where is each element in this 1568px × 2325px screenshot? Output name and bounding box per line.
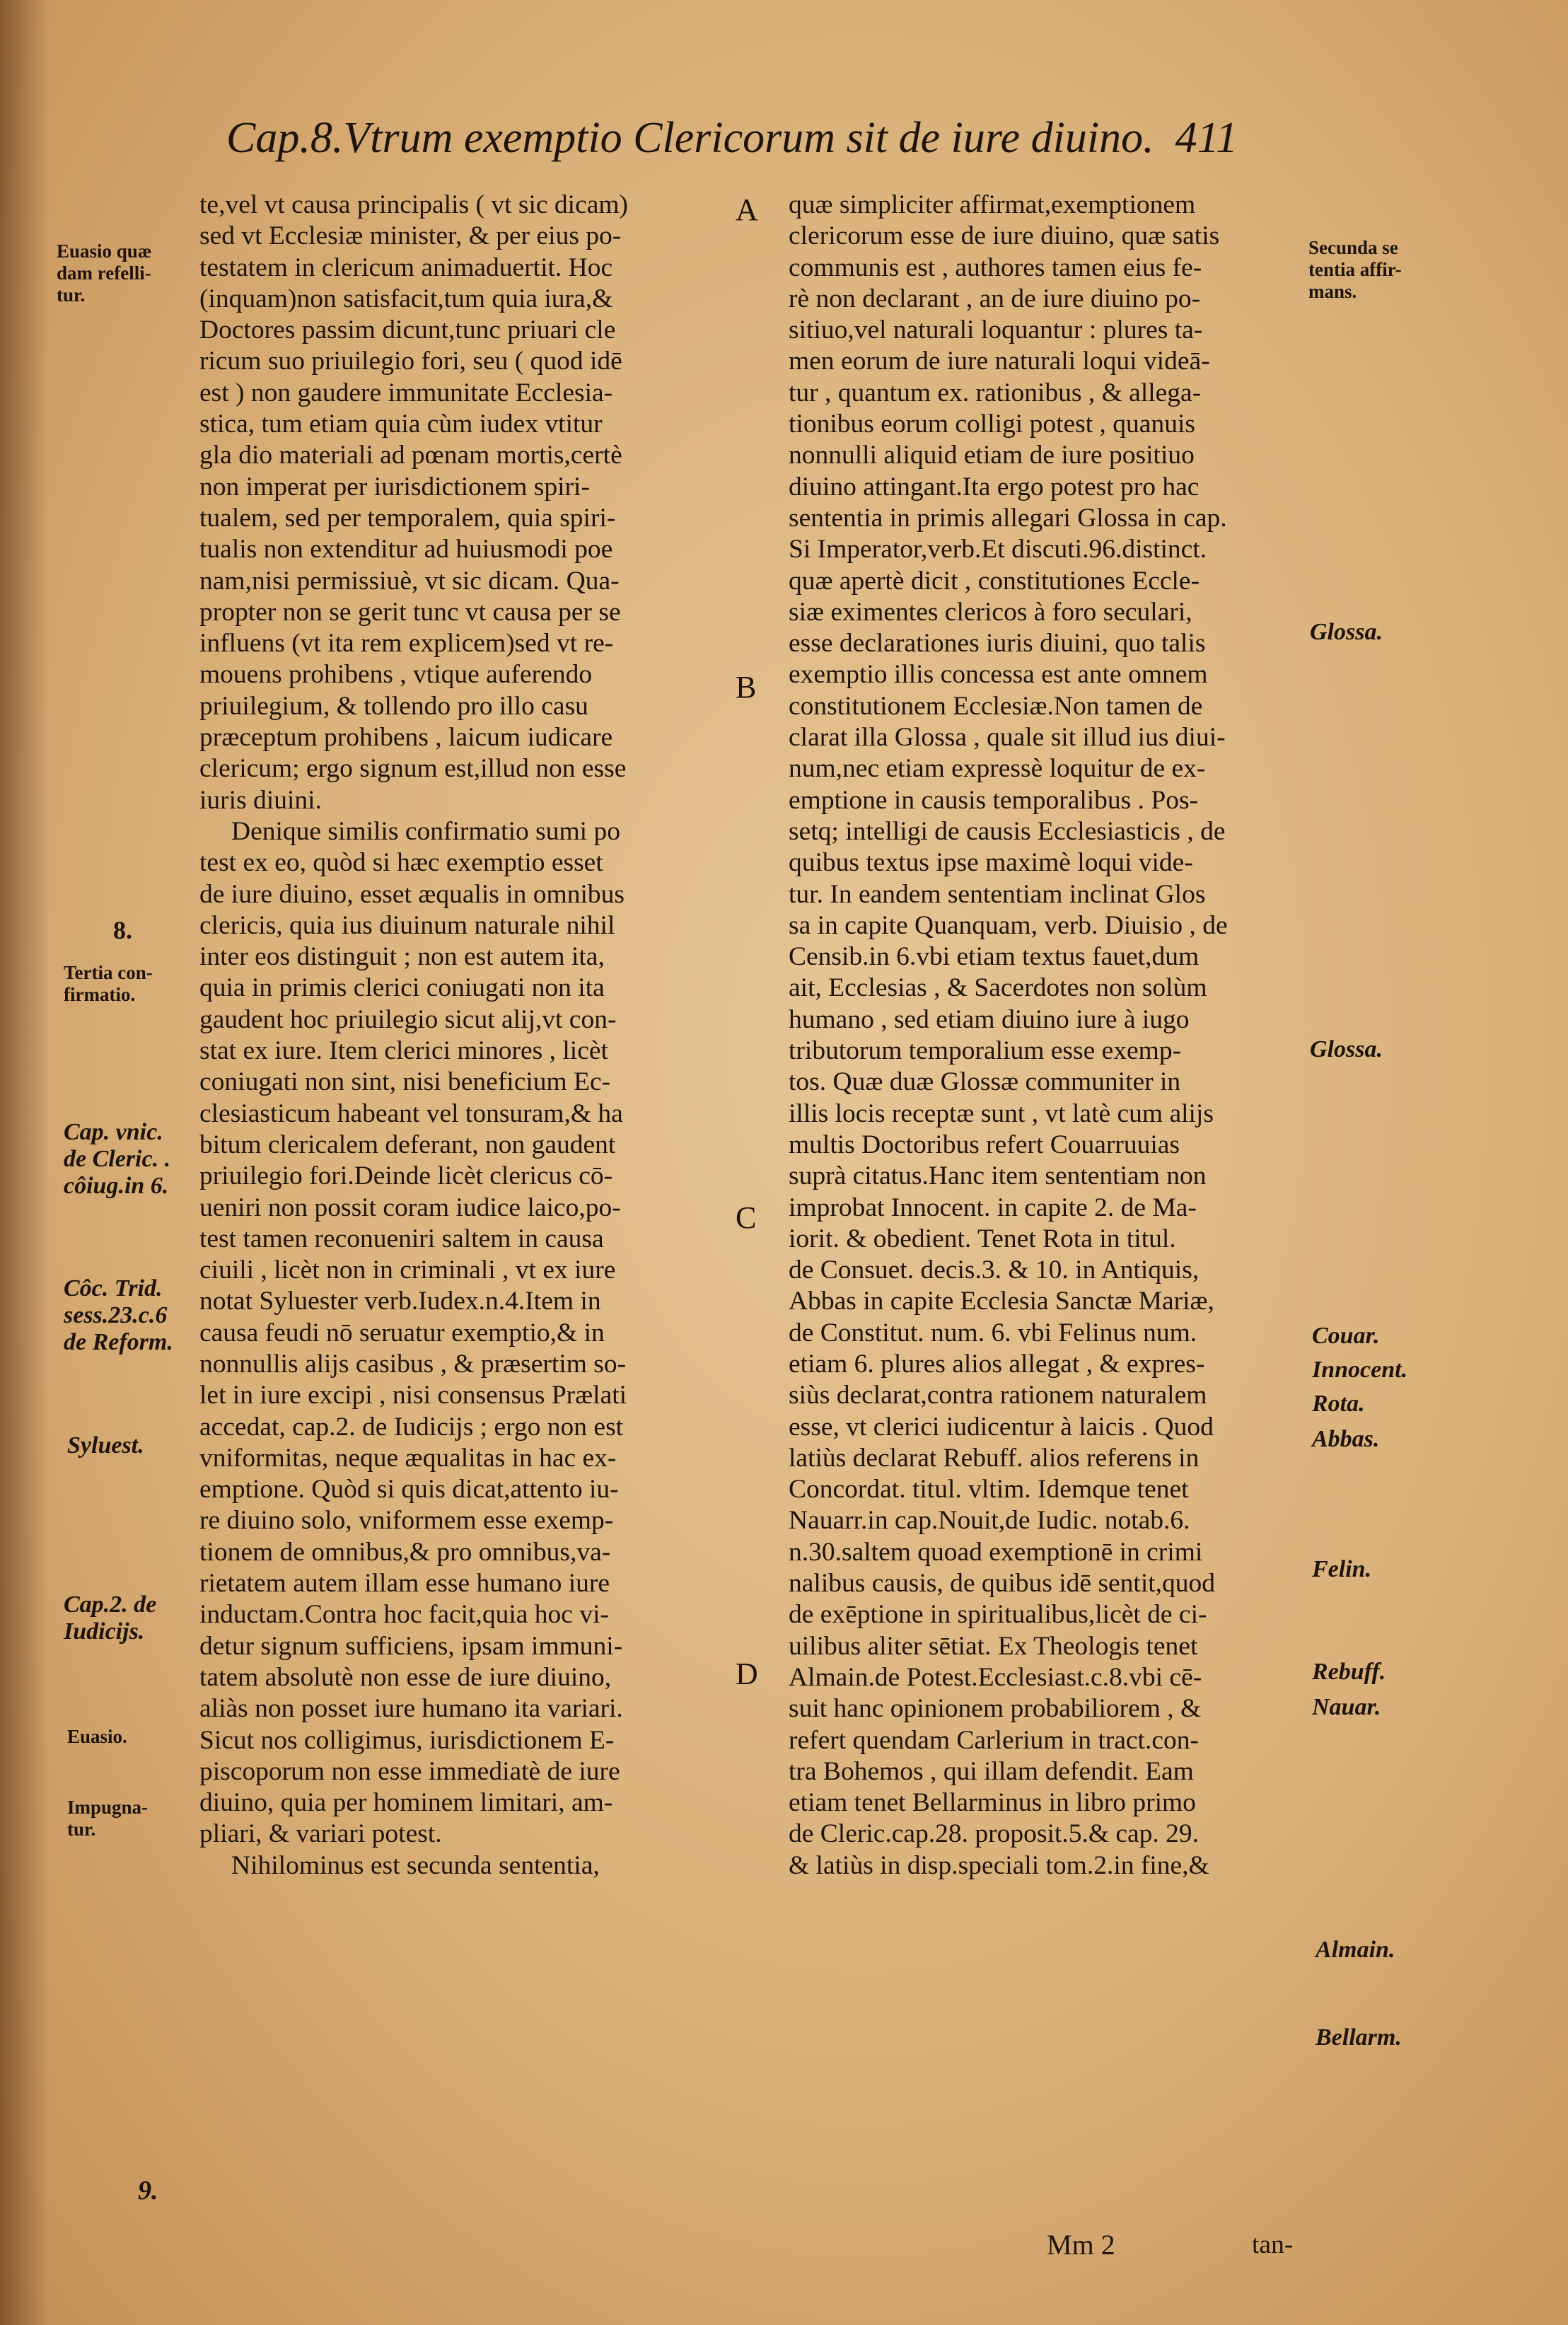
running-header — [226, 106, 1330, 170]
margin-note-abbas: Abbas. — [1312, 1426, 1380, 1452]
right-column-line: sa in capite Quanquam, verb. Diuisio , de — [789, 910, 1228, 940]
left-column-line: gaudent hoc priuilegio sicut alij,vt con- — [199, 1004, 617, 1034]
right-column-line: uilibus aliter sētiat. Ex Theologis tenet — [789, 1631, 1198, 1661]
left-column-line: vniformitas, neque æqualitas in hac ex- — [199, 1443, 617, 1473]
folio-number: 411 — [1175, 114, 1238, 162]
right-column-line: sitiuo,vel naturali loquantur : plures ta- — [789, 315, 1203, 345]
margin-note-glossa-1: Glossa. — [1310, 619, 1383, 645]
right-column-line: n.30.saltem quoad exemptionē in crimi — [789, 1537, 1203, 1567]
right-column-line: Nauarr.in cap.Nouit,de Iudic. notab.6. — [789, 1506, 1190, 1536]
left-column-line: nam,nisi permissiuè, vt sic dicam. Qua- — [199, 566, 620, 596]
right-column-line: humano , sed etiam diuino iure à iugo — [789, 1004, 1190, 1034]
left-column-line: test ex eo, quòd si hæc exemptio esset — [199, 848, 603, 878]
margin-note-couar: Couar. — [1312, 1323, 1380, 1349]
right-column-line: siæ eximentes clericos à foro seculari, — [789, 597, 1192, 627]
right-column-line: esse, vt clerici iudicentur à laicis . Quod — [789, 1412, 1214, 1442]
left-column-line: tionem de omnibus,& pro omnibus,va- — [199, 1537, 611, 1567]
margin-note-tertia-confirmatio: Tertia con- firmatio. — [64, 962, 153, 1005]
margin-note-glossa-2: Glossa. — [1310, 1036, 1383, 1062]
left-column-line: Denique similis confirmatio sumi po — [231, 816, 620, 846]
signature-mark: Mm 2 — [1047, 2229, 1115, 2261]
right-column-line: quibus textus ipse maximè loqui vide- — [789, 848, 1193, 878]
right-column-line: setq; intelligi de causis Ecclesiasticis , de — [789, 816, 1226, 846]
left-column-line: ueniri non possit coram iudice laico,po- — [199, 1193, 621, 1222]
right-column-line: siùs declarat,contra rationem naturalem — [789, 1381, 1207, 1410]
left-column-line: est ) non gaudere immunitate Ecclesia- — [199, 378, 613, 407]
left-column-line: let in iure excipi , nisi consensus Prælati — [199, 1381, 627, 1410]
margin-note-felin: Felin. — [1312, 1556, 1372, 1582]
left-column-line: pliari, & variari potest. — [199, 1819, 442, 1849]
section-letter-c: C — [736, 1200, 757, 1235]
right-column-line: latiùs declarat Rebuff. alios referens in — [789, 1443, 1200, 1473]
page-edge-shadow — [0, 0, 50, 2325]
left-column-line: accedat, cap.2. de Iudicijs ; ergo non est — [199, 1412, 624, 1442]
right-column-line: de Constitut. num. 6. vbi Felinus num. — [789, 1318, 1197, 1347]
right-column-line: clarat illa Glossa , quale sit illud ius diui- — [789, 723, 1226, 753]
left-column-line: ricum suo priuilegio fori, seu ( quod idē — [199, 347, 622, 376]
left-column-line: iuris diuini. — [199, 785, 322, 815]
left-column-line: stat ex iure. Item clerici minores , licèt — [199, 1036, 608, 1066]
left-column-line: nonnullis alijs casibus , & præsertim so- — [199, 1349, 627, 1379]
right-column-line: num,nec etiam expressè loquitur de ex- — [789, 754, 1206, 784]
margin-note-cap2-iudicijs: Cap.2. de Iudicijs. — [64, 1591, 157, 1645]
right-column-line: communis est , authores tamen eius fe- — [789, 253, 1202, 282]
right-column-line: nalibus causis, de quibus idē sentit,quod — [789, 1569, 1216, 1599]
right-column-line: tra Bohemos , qui illam defendit. Eam — [789, 1756, 1194, 1786]
margin-note-cap-vnic: Cap. vnic. de Cleric. . côiug.in 6. — [64, 1119, 171, 1199]
left-column-line: propter non se gerit tunc vt causa per se — [199, 597, 621, 627]
right-column-line: etiam tenet Bellarminus in libro primo — [789, 1788, 1196, 1818]
running-title: Cap.8.Vtrum exemptio Clericorum sit de iure diuino. — [226, 114, 1154, 162]
right-column-line: esse declarationes iuris diuini, quo talis — [789, 629, 1206, 659]
section-letter-a: A — [736, 192, 758, 227]
left-column-line: priuilegio fori.Deinde licèt clericus cō- — [199, 1161, 613, 1191]
left-column-line: inter eos distinguit ; non est autem ita, — [199, 942, 605, 972]
right-column-line: tionibus eorum colligi potest , quanuis — [789, 410, 1195, 439]
right-column-line: men eorum de iure naturali loqui videā- — [789, 347, 1210, 376]
left-column-line: quia in primis clerici coniugati non ita — [199, 973, 605, 1003]
margin-note-conc-trid: Côc. Trid. sess.23.c.6 de Reform. — [64, 1275, 173, 1355]
left-column-line: ciuili , licèt non in criminali , vt ex iure — [199, 1256, 616, 1285]
margin-note-rota: Rota. — [1312, 1391, 1365, 1417]
left-column-line: sed vt Ecclesiæ minister, & per eius po- — [199, 221, 622, 251]
right-column-line: exemptio illis concessa est ante omnem — [789, 660, 1208, 690]
right-column-line: tur , quantum ex. rationibus , & allega- — [789, 378, 1202, 407]
right-column-line: Censib.in 6.vbi etiam textus fauet,dum — [789, 942, 1200, 972]
margin-note-evasio: Euasio. — [67, 1726, 127, 1747]
right-column-line: suit hanc opinionem probabiliorem , & — [789, 1694, 1202, 1724]
right-column-line: illis locis receptæ sunt , vt latè cum alijs — [789, 1098, 1214, 1128]
margin-number-9: 9. — [138, 2176, 158, 2205]
right-column-line: Almain.de Potest.Ecclesiast.c.8.vbi cē- — [789, 1662, 1202, 1692]
left-column-line: Nihilominus est secunda sententia, — [231, 1850, 600, 1880]
left-column-line: diuino, quia per hominem limitari, am- — [199, 1788, 613, 1818]
right-column-line: constitutionem Ecclesiæ.Non tamen de — [789, 691, 1203, 721]
right-column-line: quæ apertè dicit , constitutiones Eccle- — [789, 566, 1200, 596]
left-column-line: influens (vt ita rem explicem)sed vt re- — [199, 629, 614, 659]
left-column-line: test tamen reconueniri saltem in causa — [199, 1224, 604, 1253]
right-column-line: & latiùs in disp.speciali tom.2.in fine,& — [789, 1850, 1209, 1880]
right-column-line: tur. In eandem sententiam inclinat Glos — [789, 879, 1206, 909]
left-column-line: de iure diuino, esset æqualis in omnibus — [199, 879, 625, 909]
catchword: tan- — [1252, 2230, 1294, 2259]
left-column-line: testatem in clericum animaduertit. Hoc — [199, 253, 613, 282]
margin-note-sylvest: Syluest. — [67, 1432, 144, 1459]
margin-note-secunda-sententia: Secunda se tentia affir- mans. — [1308, 237, 1402, 302]
left-column-line: causa feudi nō seruatur exemptio,& in — [199, 1318, 605, 1347]
right-column-line: de exēptione in spiritualibus,licèt de ci- — [789, 1600, 1207, 1630]
left-column-line: aliàs non posset iure humano ita variari. — [199, 1694, 623, 1724]
right-column-line: refert quendam Carlerium in tract.con- — [789, 1725, 1199, 1755]
right-column-line: iorit. & obedient. Tenet Rota in titul. — [789, 1224, 1176, 1253]
left-column-line: gla dio materiali ad pœnam mortis,certè — [199, 441, 622, 470]
left-column-line: Sicut nos colligimus, iurisdictionem E- — [199, 1725, 615, 1755]
right-column-line: suprà citatus.Hanc item sententiam non — [789, 1161, 1207, 1191]
right-column-line: quæ simpliciter affirmat,exemptionem — [789, 190, 1196, 219]
left-column-line: re diuino solo, vniformem esse exemp- — [199, 1506, 614, 1536]
margin-note-impugnatur: Impugna- tur. — [67, 1797, 149, 1840]
right-column-line: diuino attingant.Ita ergo potest pro hac — [789, 472, 1200, 501]
right-column — [789, 190, 1326, 1882]
margin-note-innocent: Innocent. — [1312, 1357, 1408, 1383]
left-column — [199, 190, 733, 1882]
left-column-line: piscoporum non esse immediatè de iure — [199, 1756, 620, 1786]
left-column-line: clericis, quia ius diuinum naturale nihil — [199, 910, 615, 940]
right-column-line: de Consuet. decis.3. & 10. in Antiquis, — [789, 1256, 1200, 1285]
left-column-line: inductam.Contra hoc facit,quia hoc vi- — [199, 1600, 609, 1630]
left-column-line: clesiasticum habeant vel tonsuram,& ha — [199, 1098, 623, 1128]
left-column-line: mouens prohibens , vtique auferendo — [199, 660, 593, 690]
right-column-line: sententia in primis allegari Glossa in cap. — [789, 503, 1227, 533]
section-letter-d: D — [736, 1657, 758, 1691]
right-column-line: Si Imperator,verb.Et discuti.96.distinct. — [789, 535, 1207, 564]
left-column-line: stica, tum etiam quia cùm iudex vtitur — [199, 410, 603, 439]
left-column-line: bitum clericalem deferant, non gaudent — [199, 1130, 616, 1159]
margin-note-evasio-refellitur: Euasio quæ dam refelli- tur. — [57, 240, 152, 306]
right-column-line: multis Doctoribus refert Couarruuias — [789, 1130, 1180, 1159]
right-column-line: ait, Ecclesias , & Sacerdotes non solùm — [789, 973, 1207, 1003]
margin-note-bellarm: Bellarm. — [1316, 2024, 1402, 2051]
right-column-line: rè non declarant , an de iure diuino po- — [789, 284, 1201, 313]
right-column-line: tributorum temporalium esse exemp- — [789, 1036, 1182, 1066]
left-column-line: tualis non extenditur ad huiusmodi poe — [199, 535, 613, 564]
section-letter-b: B — [736, 670, 757, 705]
right-column-line: clericorum esse de iure diuino, quæ satis — [789, 221, 1220, 251]
margin-note-nauar: Nauar. — [1312, 1694, 1381, 1720]
right-column-line: emptione in causis temporalibus . Pos- — [789, 785, 1199, 815]
left-column-line: Doctores passim dicunt,tunc priuari cle — [199, 315, 616, 345]
left-column-line: tualem, sed per temporalem, quia spiri- — [199, 503, 616, 533]
left-column-line: emptione. Quòd si quis dicat,attento iu- — [199, 1475, 619, 1504]
left-column-line: notat Syluester verb.Iudex.n.4.Item in — [199, 1287, 601, 1316]
right-column-line: etiam 6. plures alios allegat , & expres- — [789, 1349, 1205, 1379]
left-column-line: (inquam)non satisfacit,tum quia iura,& — [199, 284, 613, 313]
left-column-line: rietatem autem illam esse humano iure — [199, 1569, 610, 1599]
left-column-line: te,vel vt causa principalis ( vt sic dicam) — [199, 190, 629, 219]
left-column-line: præceptum prohibens , laicum iudicare — [199, 723, 613, 753]
left-column-line: clericum; ergo signum est,illud non esse — [199, 754, 627, 784]
left-column-line: coniugati non sint, nisi beneficium Ec- — [199, 1067, 611, 1097]
margin-number-8: 8. — [113, 916, 132, 944]
right-column-line: improbat Innocent. in capite 2. de Ma- — [789, 1193, 1197, 1222]
margin-note-almain: Almain. — [1316, 1937, 1395, 1963]
right-column-line: Abbas in capite Ecclesia Sanctæ Mariæ, — [789, 1287, 1214, 1316]
margin-note-rebuff: Rebuff. — [1312, 1659, 1386, 1685]
right-column-line: de Cleric.cap.28. proposit.5.& cap. 29. — [789, 1819, 1200, 1849]
left-column-line: priuilegium, & tollendo pro illo casu — [199, 691, 588, 721]
right-column-line: nonnulli aliquid etiam de iure positiuo — [789, 441, 1195, 470]
right-column-line: Concordat. titul. vltim. Idemque tenet — [789, 1475, 1189, 1504]
left-column-line: non imperat per iurisdictionem spiri- — [199, 472, 590, 501]
right-column-line: tos. Quæ duæ Glossæ communiter in — [789, 1067, 1181, 1097]
left-column-line: detur signum sufficiens, ipsam immuni- — [199, 1631, 623, 1661]
left-column-line: tatem absolutè non esse de iure diuino, — [199, 1662, 612, 1692]
